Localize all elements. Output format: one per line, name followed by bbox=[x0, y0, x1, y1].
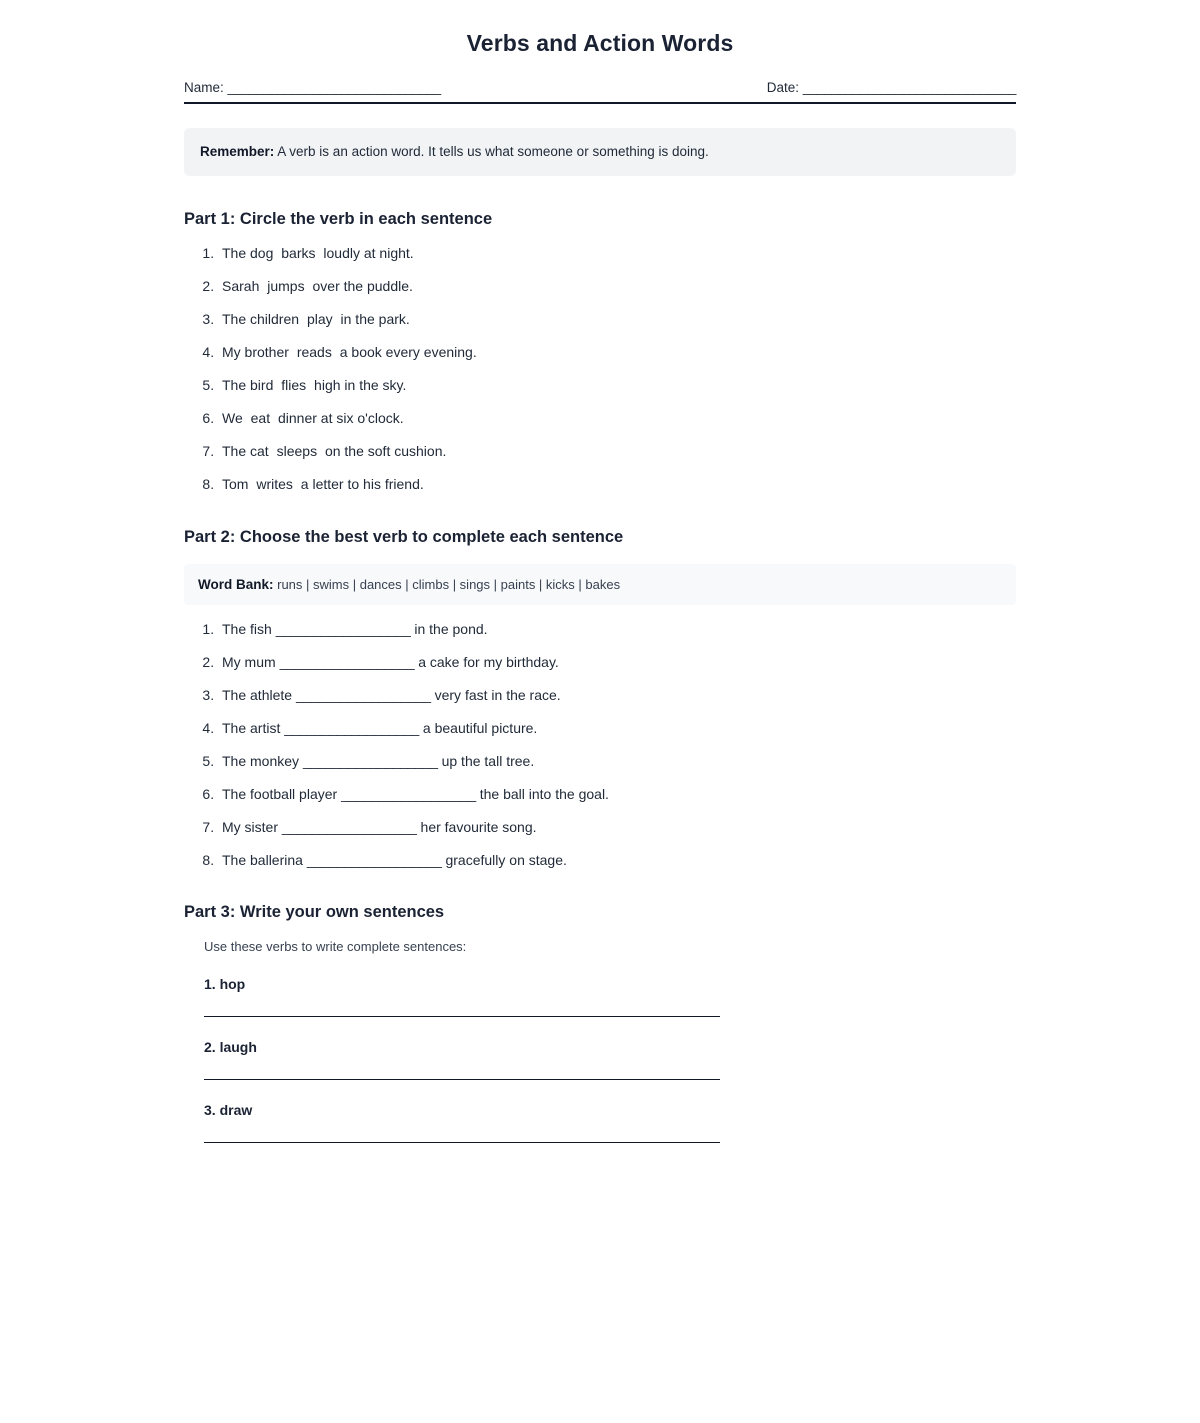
date-field[interactable] bbox=[767, 79, 1016, 96]
verb-token[interactable]: barks bbox=[281, 245, 316, 262]
part2-sentence-item[interactable] bbox=[218, 687, 1016, 705]
part1-sentence-item[interactable] bbox=[218, 443, 1016, 461]
sentence-suffix: her favourite song. bbox=[420, 818, 537, 835]
part2-sentence-item[interactable] bbox=[218, 852, 1016, 870]
part2-sentence-list bbox=[184, 621, 1016, 870]
sentence-prefix: The dog bbox=[222, 245, 274, 262]
verb-token[interactable]: eat bbox=[250, 410, 271, 427]
part1-sentence-item[interactable] bbox=[218, 311, 1016, 329]
word-bank-label: Word Bank: bbox=[198, 576, 274, 592]
sentence-prefix: Tom bbox=[222, 476, 249, 493]
verb-token[interactable]: jumps bbox=[267, 278, 305, 295]
name-label: Name: bbox=[184, 80, 224, 95]
sentence-suffix: up the tall tree. bbox=[441, 752, 535, 769]
fill-in-blank[interactable]: __________________ bbox=[281, 818, 417, 835]
verb-token[interactable]: reads bbox=[296, 344, 332, 361]
sentence-suffix: a letter to his friend. bbox=[300, 476, 424, 493]
worksheet-body bbox=[184, 0, 1016, 1423]
verb-token[interactable]: sleeps bbox=[276, 443, 318, 460]
part2-sentence-item[interactable] bbox=[218, 621, 1016, 639]
part2-sentence-item[interactable] bbox=[218, 720, 1016, 738]
sentence-suffix: very fast in the race. bbox=[434, 686, 561, 703]
sentence-prefix: The fish bbox=[222, 620, 272, 637]
part1-sentence-item[interactable] bbox=[218, 476, 1016, 494]
sentence-prefix: The artist bbox=[222, 719, 281, 736]
fill-in-blank[interactable]: __________________ bbox=[284, 719, 420, 736]
sentence-suffix: gracefully on stage. bbox=[445, 851, 567, 868]
remember-text: A verb is an action word. It tells us what someone or something is doing. bbox=[274, 144, 709, 159]
sentence-prefix: The cat bbox=[222, 443, 269, 460]
remember-label: Remember: bbox=[200, 144, 275, 159]
page-bottom-space bbox=[184, 1143, 1016, 1423]
part2-sentence-item[interactable] bbox=[218, 654, 1016, 672]
name-date-row bbox=[184, 79, 1016, 104]
sentence-suffix: over the puddle. bbox=[312, 278, 413, 295]
sentence-suffix: a beautiful picture. bbox=[422, 719, 538, 736]
sentence-prefix: The ballerina bbox=[222, 851, 303, 868]
sentence-suffix: dinner at six o'clock. bbox=[278, 410, 404, 427]
sentence-suffix: high in the sky. bbox=[314, 377, 407, 394]
name-blank-line: ______________________________ bbox=[227, 80, 441, 95]
sentence-prefix: The monkey bbox=[222, 752, 300, 769]
page-title: Verbs and Action Words bbox=[466, 30, 734, 56]
part1-sentence-item[interactable] bbox=[218, 245, 1016, 263]
part3-writing-line[interactable] bbox=[204, 1016, 720, 1017]
fill-in-blank[interactable]: __________________ bbox=[295, 686, 431, 703]
sentence-suffix: on the soft cushion. bbox=[324, 443, 447, 460]
fill-in-blank[interactable]: __________________ bbox=[275, 620, 411, 637]
remember-callout bbox=[184, 128, 1016, 176]
part1-sentence-item[interactable] bbox=[218, 344, 1016, 362]
fill-in-blank[interactable]: __________________ bbox=[341, 785, 476, 802]
sentence-prefix: The children bbox=[222, 311, 300, 328]
sentence-suffix: in the park. bbox=[340, 311, 410, 328]
fill-in-blank[interactable]: __________________ bbox=[279, 653, 415, 670]
part3-prompt-label: 1. hop bbox=[204, 976, 246, 993]
sentence-suffix: loudly at night. bbox=[323, 245, 414, 262]
sentence-prefix: Sarah bbox=[222, 278, 260, 295]
part3-instruction: Use these verbs to write complete sentences: bbox=[204, 939, 467, 955]
part2-sentence-item[interactable] bbox=[218, 786, 1016, 804]
sentence-prefix: My mum bbox=[222, 653, 276, 670]
fill-in-blank[interactable]: __________________ bbox=[302, 752, 438, 769]
verb-token[interactable]: play bbox=[306, 311, 333, 328]
part1-sentence-item[interactable] bbox=[218, 377, 1016, 395]
part3-heading: Part 3: Write your own sentences bbox=[184, 903, 445, 922]
verb-token[interactable]: flies bbox=[281, 377, 307, 394]
part1-sentence-item[interactable] bbox=[218, 410, 1016, 428]
sentence-prefix: The bird bbox=[222, 377, 274, 394]
part1-heading: Part 1: Circle the verb in each sentence bbox=[184, 210, 493, 229]
sentence-suffix: the ball into the goal. bbox=[479, 785, 609, 802]
date-label: Date: bbox=[766, 80, 799, 95]
name-field[interactable] bbox=[184, 79, 441, 96]
word-bank-words: runs | swims | dances | climbs | sings | paints | kicks | bakes bbox=[273, 576, 621, 592]
sentence-prefix: The football player bbox=[222, 785, 338, 802]
part2-sentence-item[interactable] bbox=[218, 753, 1016, 771]
sentence-suffix: a cake for my birthday. bbox=[418, 653, 559, 670]
part2-sentence-item[interactable] bbox=[218, 819, 1016, 837]
word-bank bbox=[184, 564, 1016, 605]
date-blank-line: ______________________________ bbox=[802, 80, 1016, 95]
sentence-suffix: a book every evening. bbox=[339, 344, 477, 361]
part3-prompt-label: 3. draw bbox=[204, 1102, 253, 1119]
part3-writing-line[interactable] bbox=[204, 1079, 720, 1080]
part3-prompt-list bbox=[204, 976, 1016, 1143]
verb-token[interactable]: writes bbox=[256, 476, 293, 493]
sentence-suffix: in the pond. bbox=[414, 620, 488, 637]
sentence-prefix: My sister bbox=[222, 818, 278, 835]
fill-in-blank[interactable]: __________________ bbox=[306, 851, 442, 868]
sentence-prefix: The athlete bbox=[222, 686, 293, 703]
part1-sentence-list bbox=[184, 245, 1016, 494]
part3-prompt-label: 2. laugh bbox=[204, 1039, 257, 1056]
part2-heading: Part 2: Choose the best verb to complete each sentence bbox=[184, 527, 624, 546]
sentence-prefix: My brother bbox=[222, 344, 289, 361]
part1-sentence-item[interactable] bbox=[218, 278, 1016, 296]
sentence-prefix: We bbox=[222, 410, 243, 427]
